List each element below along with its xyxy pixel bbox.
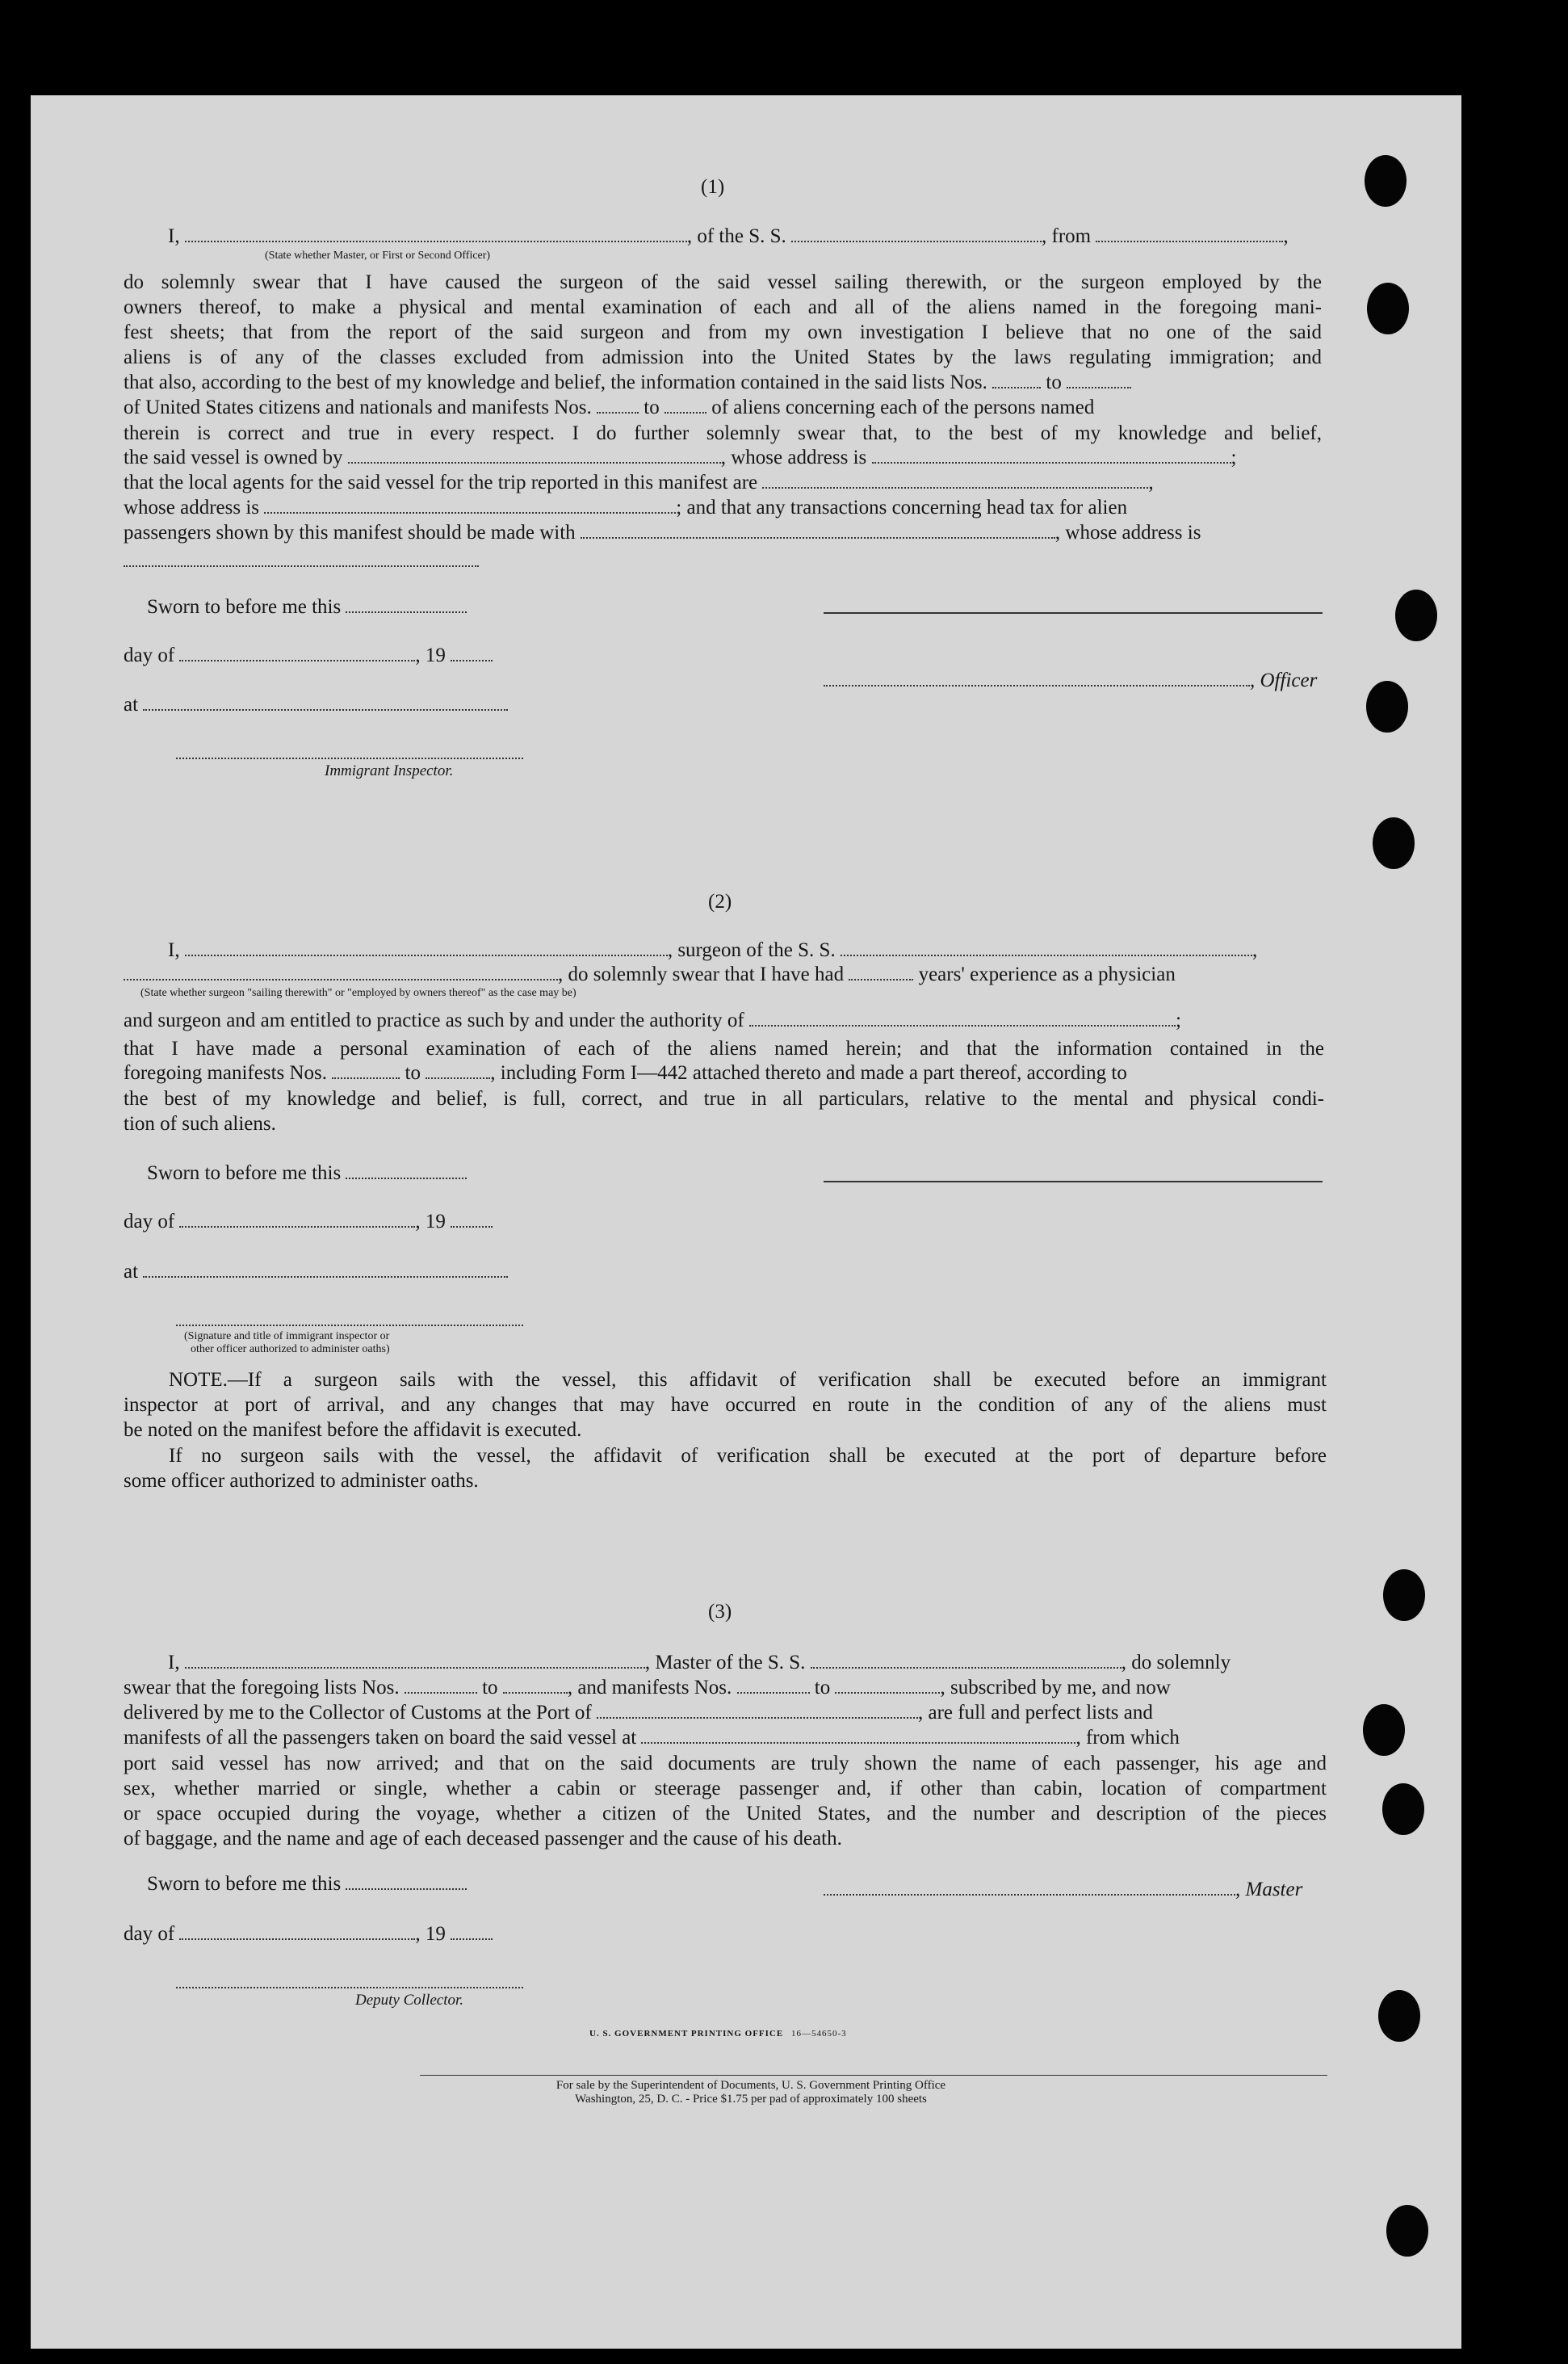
month-blank [179, 1211, 415, 1228]
master-paragraph-line: sex, whether married or single, whether a cabin or steerage passenger and, if other than cabin, location of compartment [124, 1778, 1327, 1799]
oath-paragraph-line: therein is correct and true in every respect. I do further solemnly swear that, to the best of my knowledge and belief, [124, 422, 1322, 444]
surgeon-paragraph-line: tion of such aliens. [124, 1113, 276, 1135]
oath-line: I, , of the S. S. , from , [168, 225, 1289, 247]
sworn-line: Sworn to before me this [147, 1161, 467, 1186]
day-of-line: day of , 19 [124, 1922, 493, 1946]
at-line: at [124, 693, 508, 717]
sworn-day-blank [346, 1163, 467, 1179]
note-paragraph-line: NOTE.—If a surgeon sails with the vessel, this affidavit of verification shall be executed before an immigrant [169, 1369, 1327, 1391]
inspector-signature-line [176, 758, 523, 759]
agents-blank [762, 472, 1148, 489]
punch-hole [1365, 155, 1407, 207]
master-paragraph-line: or space occupied during the voyage, whether a citizen of the United States, and the number and description of the pieces [124, 1803, 1327, 1824]
port-blank [597, 1703, 918, 1719]
month-blank [179, 645, 415, 661]
year-blank [451, 645, 493, 661]
authority-line: and surgeon and am entitled to practice as such by and under the authority of ; [124, 1010, 1181, 1031]
port-blank [1096, 226, 1283, 242]
master-signature-line: , Master [824, 1878, 1302, 1902]
punch-hole [1367, 283, 1409, 334]
at-line: at [124, 1260, 508, 1284]
sworn-day-blank [346, 597, 467, 613]
sworn-line: Sworn to before me this [147, 1872, 467, 1896]
master-paragraph-line: port said vessel has now arrived; and that on the said documents are truly shown the name of each passenger, his age and [124, 1753, 1327, 1774]
ship-name-blank [811, 1652, 1121, 1669]
port-blank [641, 1728, 1075, 1744]
oath-paragraph-line: owners thereof, to make a physical and mental examination of each and all of the aliens named in the foregoing mani- [124, 296, 1322, 318]
sworn-line: Sworn to before me this [147, 595, 467, 619]
state-note: (State whether Master, or First or Second Officer) [265, 250, 491, 262]
list-no-blank [992, 372, 1041, 388]
punch-hole [1363, 1704, 1405, 1756]
punch-hole [1386, 2205, 1428, 2257]
name-blank [185, 226, 687, 242]
punch-hole [1373, 817, 1415, 869]
surgeon-name-blank [185, 940, 668, 956]
sale-note: Washington, 25, D. C. - Price $1.75 per pad of approximately 100 sheets [575, 2093, 927, 2106]
punch-hole [1382, 1783, 1424, 1835]
oath-paragraph-line: aliens is of any of the classes excluded from admission into the United States by the laws regulating immigration; and [124, 346, 1322, 368]
manifest-no-blank [835, 1677, 940, 1694]
officer-line: , Officer [824, 669, 1317, 693]
manifest-no-blank [426, 1063, 490, 1079]
manifest-no-blank [597, 397, 639, 414]
section-number: (2) [708, 891, 732, 913]
officer-blank [824, 670, 1250, 687]
day-of-line: day of , 19 [124, 644, 493, 668]
head-tax-party-blank [581, 523, 1055, 539]
owner-address-blank [872, 447, 1231, 464]
signature-note: other officer authorized to administer oaths) [191, 1343, 390, 1355]
local-agents-line: that the local agents for the said vessel for the trip reported in this manifest are , [124, 472, 1154, 493]
inspector-signature-line [176, 1325, 523, 1326]
surgeon-paragraph-line: that I have made a personal examination of each of the aliens named herein; and that the information contained in the [124, 1038, 1324, 1060]
years-blank [849, 964, 913, 980]
oath-paragraph-line: fest sheets; that from the report of the said surgeon and from my own investigation I believe that no one of the said [124, 321, 1322, 343]
oath-paragraph-line: do solemnly swear that I have caused the surgeon of the said vessel sailing therewith, or the surgeon employed by the [124, 271, 1322, 293]
immigrant-inspector-caption: Immigrant Inspector. [325, 762, 454, 779]
officer-signature-line [824, 612, 1323, 614]
place-blank [143, 695, 508, 711]
form-number: 16—54650-3 [791, 2029, 847, 2039]
delivered-line: delivered by me to the Collector of Customs at the Port of , are full and perfect lists and [124, 1702, 1153, 1724]
section-number: (1) [701, 176, 725, 198]
month-blank [179, 1924, 415, 1940]
master-name-blank [185, 1652, 645, 1669]
owner-blank [348, 447, 721, 464]
agents-address-blank [264, 498, 676, 514]
day-of-line: day of , 19 [124, 1210, 493, 1234]
surgeon-paragraph-line: the best of my knowledge and belief, is full, correct, and true in all particulars, relative to the mental and physical condi- [124, 1088, 1324, 1110]
sworn-day-blank [346, 1874, 467, 1890]
list-no-blank [503, 1677, 568, 1694]
year-blank [451, 1924, 493, 1940]
punch-hole [1383, 1569, 1425, 1621]
ship-name-blank [841, 940, 1252, 956]
surgeon-signature-line [824, 1181, 1323, 1182]
manifest-no-blank [332, 1063, 400, 1079]
footer-rule [420, 2075, 1327, 2076]
master-signature-blank [824, 1879, 1235, 1896]
if-no-surgeon-line: If no surgeon sails with the vessel, the affidavit of verification shall be executed at the port of departure before [169, 1445, 1327, 1467]
year-blank [451, 1211, 493, 1228]
gpo-imprint: U. S. GOVERNMENT PRINTING OFFICE [589, 2029, 784, 2039]
authority-blank [749, 1010, 1176, 1027]
master-paragraph-line: of baggage, and the name and age of each deceased passenger and the cause of his death. [124, 1828, 842, 1850]
signature-note: (Signature and title of immigrant inspector or [184, 1330, 390, 1342]
note-paragraph-line: be noted on the manifest before the affidavit is executed. [124, 1419, 582, 1441]
surgeon-type-blank [124, 964, 558, 980]
punch-hole [1366, 681, 1408, 733]
if-no-surgeon-line: some officer authorized to administer oaths. [124, 1470, 479, 1492]
punch-hole [1395, 590, 1437, 641]
list-no-blank [405, 1677, 477, 1694]
oath-lists-line: that also, according to the best of my knowledge and belief, the information contained in the said lists Nos. to [124, 371, 1131, 395]
oath-manifests-line: of United States citizens and nationals and manifests Nos. to of aliens concerning each of the persons named [124, 397, 1095, 418]
agents-address-line: whose address is ; and that any transactions concerning head tax for alien [124, 497, 1128, 519]
note-paragraph-line: inspector at port of arrival, and any changes that may have occurred en route in the condition of any of the aliens must [124, 1394, 1327, 1416]
head-tax-line: passengers shown by this manifest should be made with , whose address is [124, 522, 1201, 544]
deputy-collector-caption: Deputy Collector. [355, 1992, 464, 2009]
deputy-signature-line [176, 1987, 523, 1988]
manifests-of-line: manifests of all the passengers taken on board the said vessel at , from which [124, 1727, 1180, 1749]
place-blank [143, 1262, 508, 1278]
experience-line: , do solemnly swear that I have had years' experience as a physician [124, 963, 1176, 987]
manifests-line: foregoing manifests Nos. to , including Form I—442 attached thereto and made a part thereof, according to [124, 1062, 1127, 1084]
ship-name-blank [791, 226, 1042, 242]
surgeon-line: I, , surgeon of the S. S. , [168, 939, 1258, 961]
owned-by-line: the said vessel is owned by , whose address is ; [124, 447, 1237, 468]
list-no-blank [1067, 372, 1131, 388]
sale-note: For sale by the Superintendent of Documents, U. S. Government Printing Office [556, 2079, 946, 2092]
master-line: I, , Master of the S. S. , do solemnly [168, 1652, 1231, 1673]
state-note: (State whether surgeon "sailing therewith" or "employed by owners thereof" as the case may be) [140, 987, 576, 999]
manifest-no-blank [737, 1677, 810, 1694]
address-blank [124, 565, 479, 567]
section-number: (3) [708, 1601, 732, 1623]
punch-hole [1378, 1990, 1420, 2042]
lists-line: swear that the foregoing lists Nos. to , and manifests Nos. to , subscribed by me, and now [124, 1677, 1171, 1698]
manifest-no-blank [665, 397, 706, 414]
